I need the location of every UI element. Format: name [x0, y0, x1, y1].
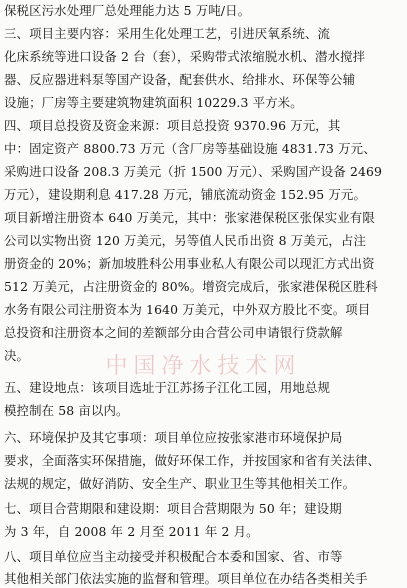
- text-line-4: 器、反应器进料泵等国产设备，配套供水、给排水、环保等公辅: [4, 72, 356, 87]
- watermark-text: 中国净水技术网: [105, 354, 302, 379]
- text-line-20: 要求，全面落实环保措施，做好环保工作，并按国家和省有关法律、: [4, 453, 381, 468]
- text-line-17: 五、建设地点：该项目选址于江苏扬子江化工园，用地总规: [4, 380, 331, 395]
- text-line-3: 化床系统等进口设备 2 台（套），采购带式浓缩脱水机、潜水搅拌: [4, 49, 366, 64]
- text-line-2: 三、项目主要内容：采用生化处理工艺，引进厌氧系统、流: [4, 26, 331, 41]
- text-line-11: 公司以实物出资 120 万美元，另等值人民币出资 8 万美元，占注: [4, 233, 367, 248]
- text-line-16: 决。: [4, 348, 30, 363]
- text-line-7: 中：固定资产 8800.73 万元（含厂房等基础设施 4831.73 万元、: [4, 141, 376, 156]
- text-line-1: 保税区污水处理厂总处理能力达 5 万吨/日。: [4, 3, 251, 18]
- text-line-12: 册资金的 20%；新加坡胜科公用事业私人有限公司以现汇方式出资: [4, 256, 375, 271]
- text-line-5: 设施；厂房等主要建筑物建筑面积 10229.3 平方米。: [4, 95, 303, 110]
- text-line-9: 万元），建设期利息 417.28 万元，铺底流动资金 152.95 万元。: [4, 187, 367, 202]
- text-line-15: 总投资和注册资本之间的差额部分由合营公司申请银行贷款解: [4, 325, 343, 340]
- text-line-23: 为 3 年，自 2008 年 2 月至 2011 年 2 月。: [4, 524, 259, 539]
- text-line-13: 512 万美元，占注册资金的 80%。增资完成后，张家港保税区胜科: [4, 279, 378, 294]
- text-line-8: 采购进口设备 208.3 万美元（折 1500 万元）、采购国产设备 2469: [4, 164, 383, 179]
- text-line-10: 项目新增注册资本 640 万美元，其中：张家港保税区张保实业有限: [4, 210, 375, 225]
- text-line-14: 水务有限公司注册资本为 1640 万美元，中外双方股比不变。项目: [4, 302, 371, 317]
- text-line-19: 六、环境保护及其它事项：项目单位应按张家港市环境保护局: [4, 430, 343, 445]
- text-line-22: 七、项目合营期限和建设期：项目合营期限为 50 年；建设期: [4, 501, 342, 516]
- text-line-25: 其他相关部门依法实施的监督和管理。项目单位在办结各类相关手: [4, 571, 368, 586]
- text-line-24: 八、项目单位应当主动接受并积极配合本委和国家、省、市等: [4, 549, 343, 564]
- text-line-18: 模控制在 58 亩以内。: [4, 403, 129, 418]
- text-line-6: 四、项目总投资及资金来源：项目总投资 9370.96 万元，其: [4, 118, 341, 133]
- text-line-21: 法规的规定，做好消防、安全生产、职业卫生等其他相关工作。: [4, 476, 356, 491]
